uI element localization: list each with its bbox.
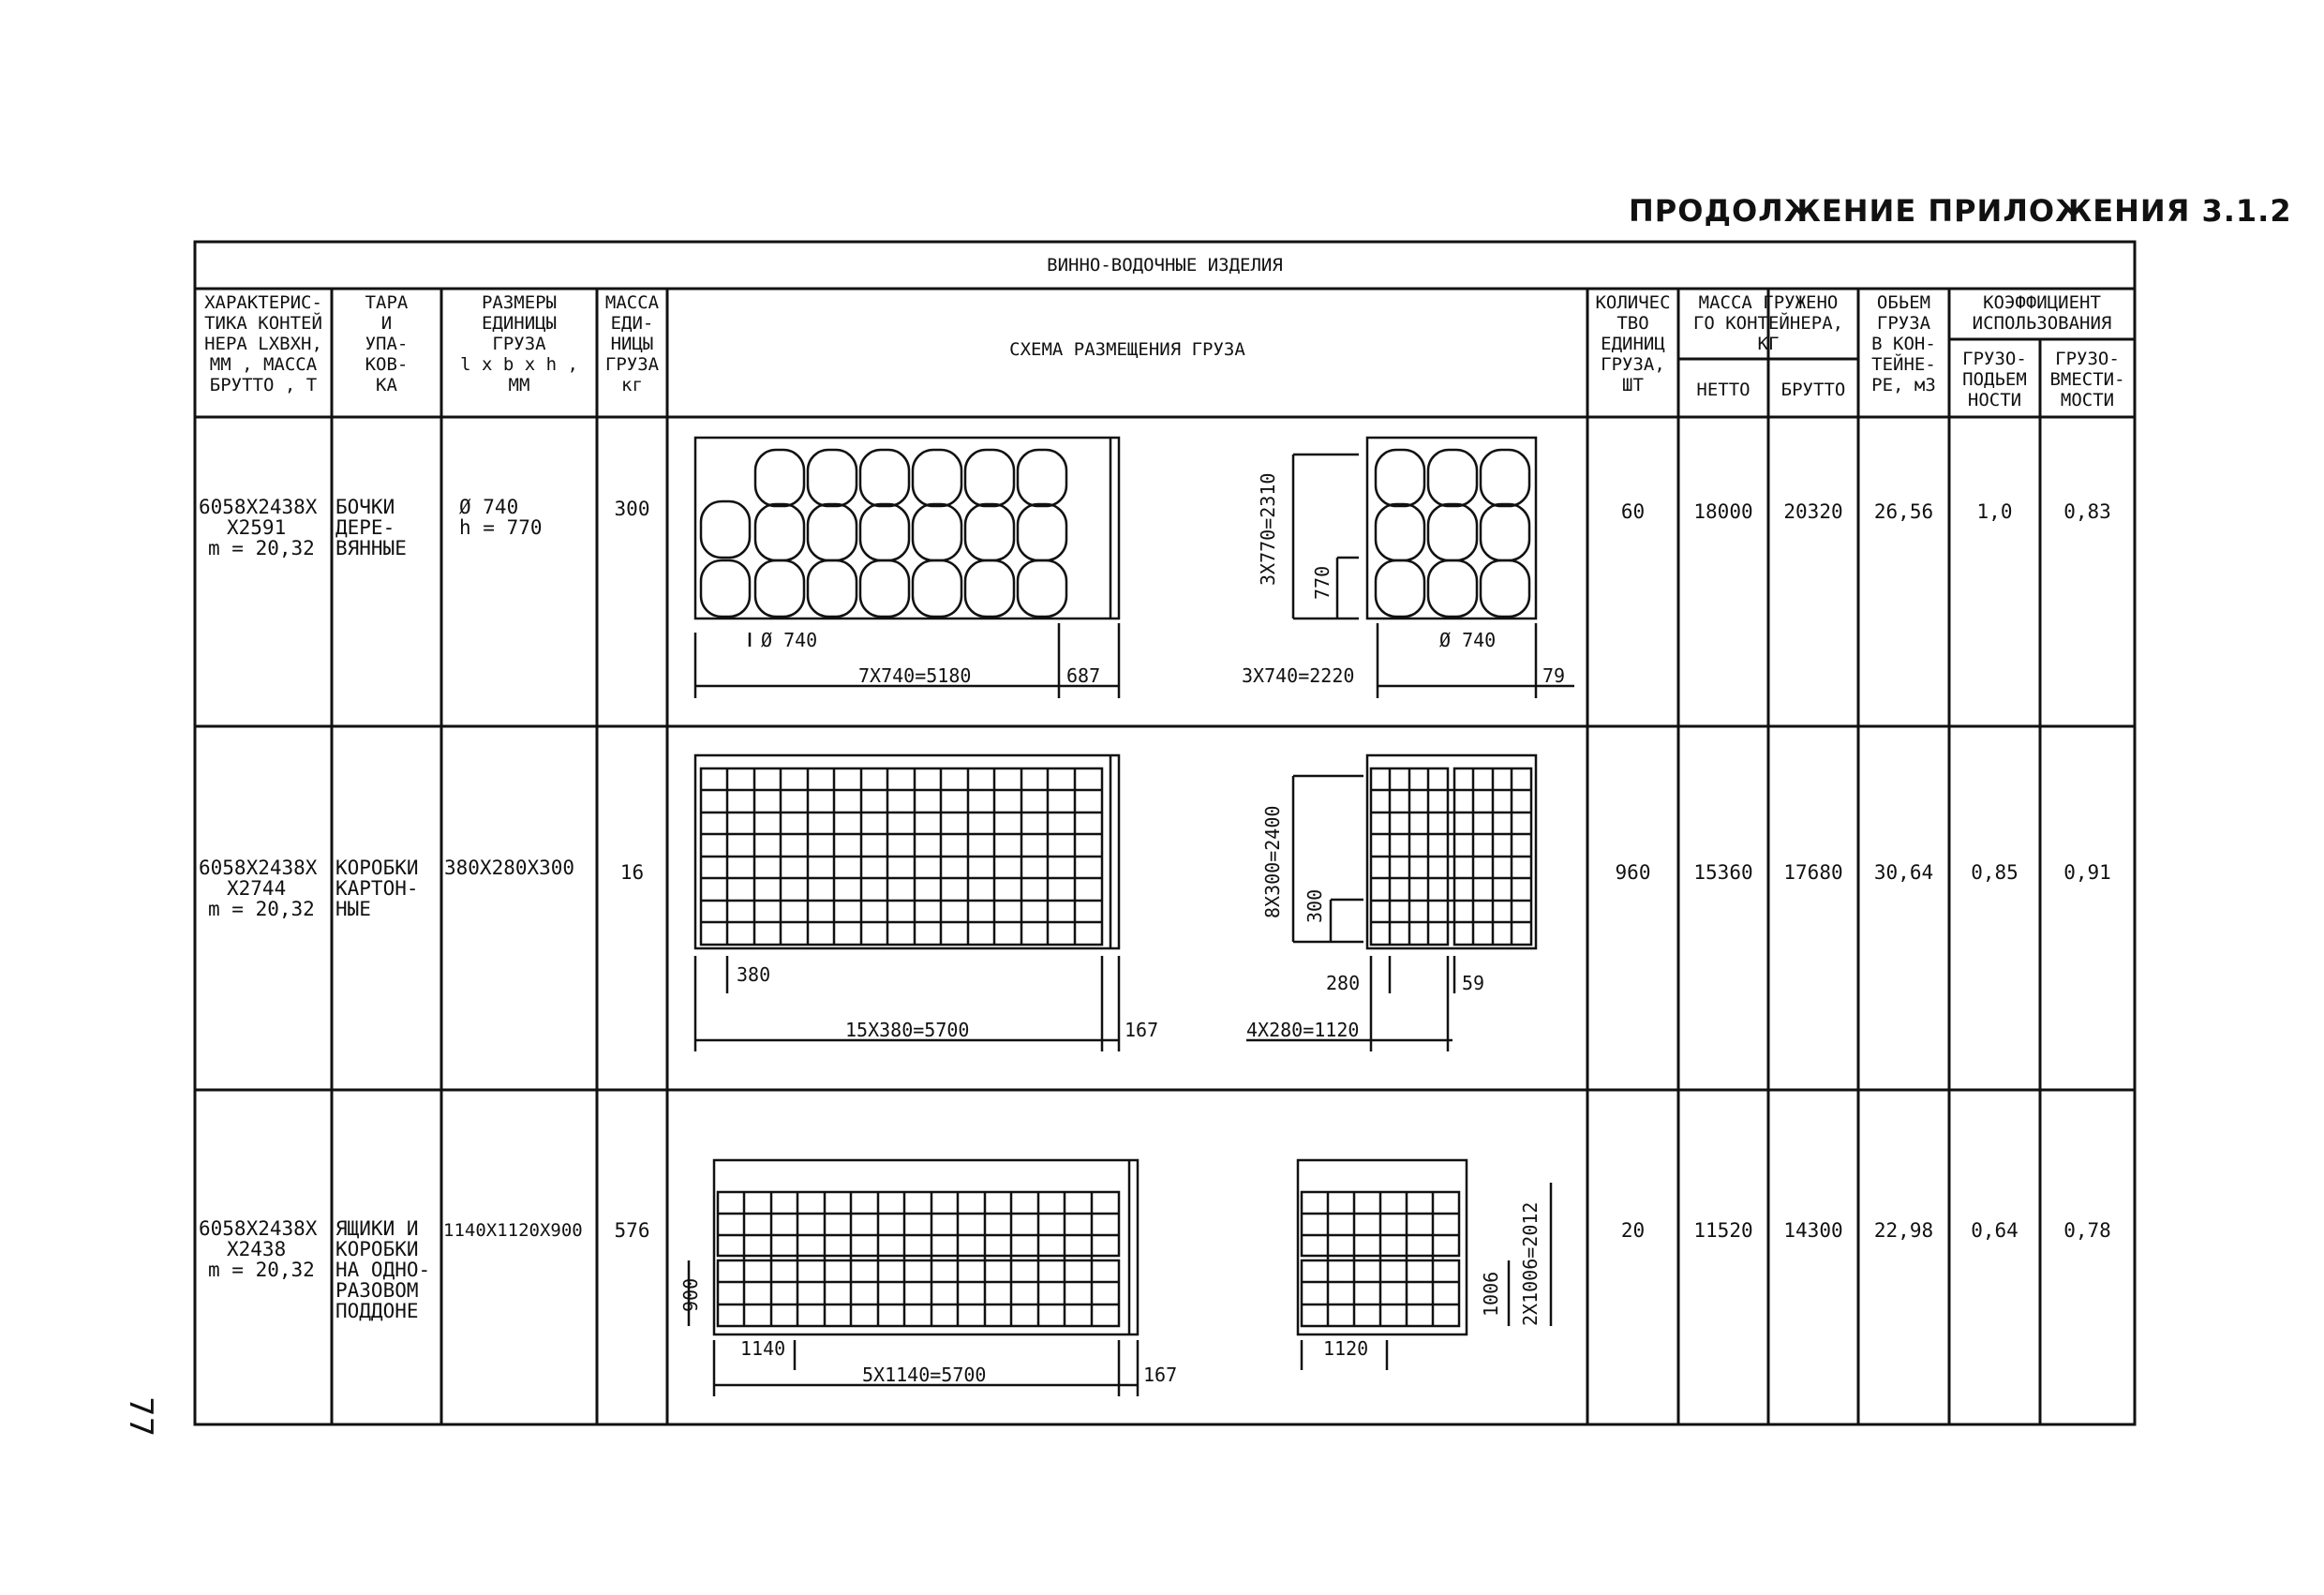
header-volume: ОБЬЕМ ГРУЗА В КОН- ТЕЙНЕ- РЕ, м3 — [1871, 292, 1936, 395]
row3-scheme — [689, 1160, 1551, 1396]
row3-dim-unit-width: 1120 — [1323, 1337, 1369, 1360]
row2-dim-width: 4Х280=1120 — [1246, 1019, 1360, 1041]
row1-dim-end-diameter: Ø 740 — [1439, 629, 1497, 651]
row3-dim-length: 5Х1140=5700 — [862, 1364, 987, 1386]
header-unit-mass: МАССА ЕДИ- НИЦЫ ГРУЗА кг — [604, 292, 660, 395]
row2-brutto: 17680 — [1783, 861, 1843, 884]
row1-packaging: БОЧКИ ДЕРЕ- ВЯННЫЕ — [335, 496, 407, 559]
row1-dim-gap: 687 — [1066, 664, 1101, 687]
header-unit-size: РАЗМЕРЫ ЕДИНИЦЫ ГРУЗА l x b x h , ММ — [460, 292, 578, 395]
header-netto: НЕТТО — [1696, 380, 1750, 400]
row1-barrels-side — [701, 450, 1066, 617]
row1-dim-length: 7Х740=5180 — [858, 664, 972, 687]
row2-dim-unit-height: 300 — [1304, 888, 1326, 923]
row1-volume: 26,56 — [1873, 500, 1934, 523]
row2-dim-end-unit: 280 — [1326, 972, 1361, 994]
row3-dims — [679, 1202, 1542, 1386]
header-scheme: СХЕМА РАЗМЕЩЕНИЯ ГРУЗА — [1009, 339, 1245, 360]
row3-vol-coef: 0,78 — [2063, 1219, 2111, 1242]
row3-volume: 22,98 — [1873, 1219, 1934, 1242]
row1-netto: 18000 — [1693, 500, 1753, 523]
row3-dim-height: 2Х1006=2012 — [1519, 1201, 1542, 1326]
row2-dim-end-gap: 59 — [1462, 972, 1485, 994]
page-number: 77 — [122, 1396, 159, 1438]
row1-dim-end-gap: 79 — [1542, 664, 1566, 687]
row3-netto: 11520 — [1693, 1219, 1753, 1242]
header-load-capacity: ГРУЗО- ПОДЬЕМ НОСТИ — [1962, 349, 2027, 410]
row2-netto: 15360 — [1693, 861, 1753, 884]
row1-dim-unit-height: 770 — [1311, 565, 1333, 600]
row3-load-coef: 0,64 — [1971, 1219, 2019, 1242]
row1-dim-height: 3Х770=2310 — [1257, 472, 1279, 586]
row3-container: 6058Х2438Х Х2438 m = 20,32 — [199, 1217, 318, 1281]
row1-brutto: 20320 — [1783, 500, 1843, 523]
header-mass-group: МАССА ГРУЖЕНО ГО КОНТЕЙНЕРА, КГ — [1692, 292, 1844, 354]
page-header: ПРОДОЛЖЕНИЕ ПРИЛОЖЕНИЯ 3.1.2 — [1629, 193, 2292, 229]
row2-unit-size: 380Х280Х300 — [444, 857, 575, 879]
row3-dim-gap: 167 — [1143, 1364, 1178, 1386]
row3-quantity: 20 — [1620, 1219, 1646, 1242]
table-grid — [195, 242, 2135, 1424]
header-volume-capacity: ГРУЗО- ВМЕСТИ- МОСТИ — [2049, 349, 2125, 410]
header-brutto: БРУТТО — [1780, 380, 1846, 400]
row1-dim-diameter: Ø 740 — [761, 629, 818, 651]
row2-dim-height: 8Х300=2400 — [1261, 805, 1284, 918]
row2-scheme — [695, 755, 1536, 1051]
row3-dim-unit-height: 1006 — [1480, 1271, 1502, 1317]
row1-unit-size: Ø 740 h = 770 — [459, 496, 543, 539]
row2-volume: 30,64 — [1873, 861, 1934, 884]
row1-dim-width: 3Х740=2220 — [1242, 664, 1355, 687]
row1-unit-mass: 300 — [614, 498, 650, 520]
header-quantity: КОЛИЧЕС ТВО ЕДИНИЦ ГРУЗА, ШТ — [1595, 292, 1671, 395]
row1-load-coef: 1,0 — [1976, 500, 2013, 523]
header-coef-group: КОЭФФИЦИЕНТ ИСПОЛЬЗОВАНИЯ — [1972, 292, 2112, 334]
row1-scheme — [695, 438, 1574, 698]
row1-container: 6058Х2438Х Х2591 m = 20,32 — [199, 496, 318, 559]
row3-dim-unit-length: 1140 — [740, 1337, 786, 1360]
row2-load-coef: 0,85 — [1971, 861, 2019, 884]
row3-unit-size: 1140Х1120Х900 — [443, 1220, 583, 1241]
row2-dim-unit: 380 — [737, 963, 771, 986]
row2-container: 6058Х2438Х Х2744 m = 20,32 — [199, 857, 318, 920]
row2-dim-gap: 167 — [1125, 1019, 1159, 1041]
header-container: ХАРАКТЕРИС- ТИКА КОНТЕЙ НЕРА LXBXH, ММ , МАССА БРУТТО , Т — [204, 292, 322, 395]
row3-packaging: ЯЩИКИ И КОРОБКИ НА ОДНО- РАЗОВОМ ПОДДОНЕ — [335, 1217, 431, 1322]
row1-vol-coef: 0,83 — [2063, 500, 2111, 523]
row2-dim-length: 15Х380=5700 — [845, 1019, 970, 1041]
row3-unit-mass: 576 — [614, 1219, 650, 1242]
row1-quantity: 60 — [1620, 500, 1646, 523]
header-packaging: ТАРА И УПА- КОВ- КА — [365, 292, 409, 395]
row1-barrels-end — [1376, 450, 1529, 617]
row2-quantity: 960 — [1615, 861, 1651, 884]
row2-unit-mass: 16 — [619, 861, 645, 884]
row2-vol-coef: 0,91 — [2063, 861, 2111, 884]
row2-packaging: КОРОБКИ КАРТОН- НЫЕ — [335, 857, 419, 920]
row3-brutto: 14300 — [1783, 1219, 1843, 1242]
table-title: ВИННО-ВОДОЧНЫЕ ИЗДЕЛИЯ — [1047, 255, 1283, 276]
row3-dim-pallet-height: 900 — [679, 1277, 702, 1312]
